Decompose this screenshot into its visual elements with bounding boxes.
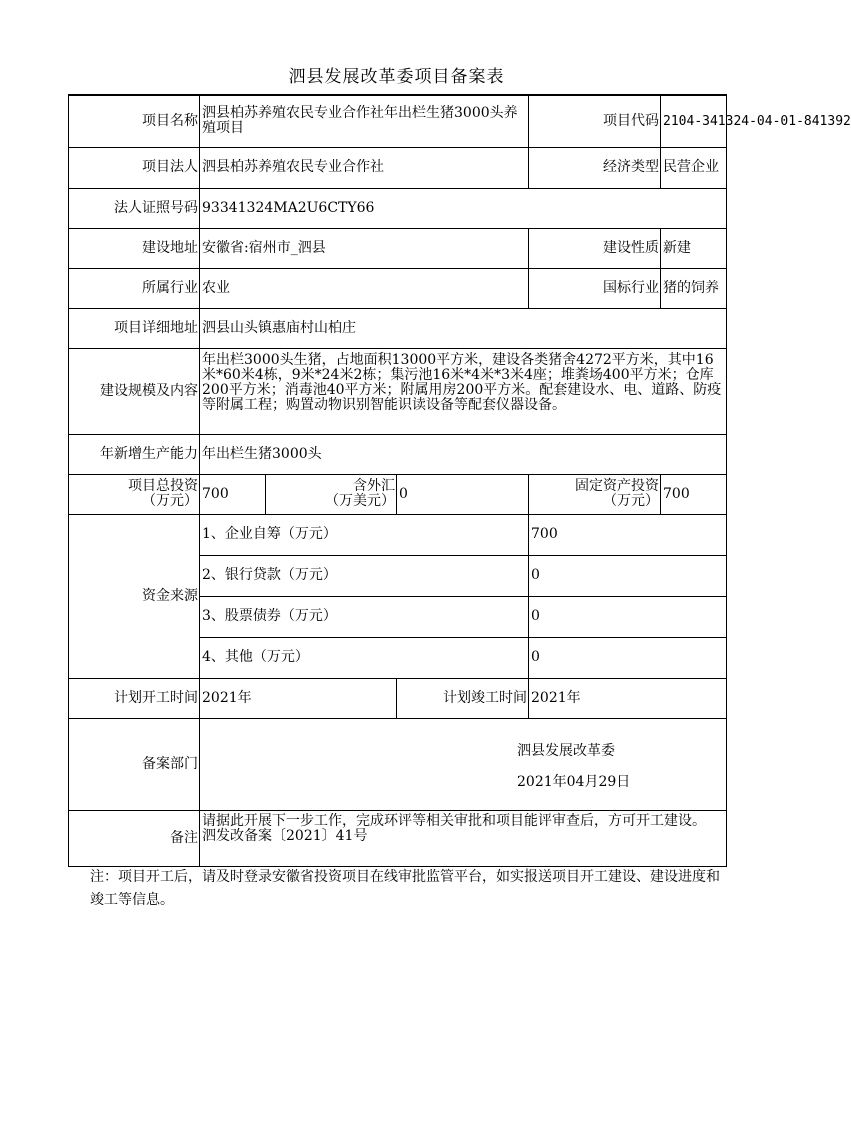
nature-label: 建设性质 — [529, 228, 661, 268]
row-legal-person — [69, 147, 727, 188]
project-code-value: 2104-341324-04-01-841392 — [661, 95, 727, 147]
national-industry-label: 国标行业 — [529, 268, 661, 308]
row-location — [69, 228, 727, 268]
economic-type-value: 民营企业 — [661, 147, 727, 188]
start-value: 2021年 — [200, 678, 397, 718]
industry-label: 所属行业 — [69, 268, 200, 308]
filing-table — [68, 94, 851, 867]
row-detail-address — [69, 308, 727, 348]
remark-value: 请据此开展下一步工作，完成环评等相关审批和项目能评审查后，方可开工建设。 泗发改备案〔2021〕41号 — [200, 810, 727, 866]
fixed-invest-label: 固定资产投资 （万元） — [529, 474, 661, 514]
remark-label: 备注 — [69, 810, 200, 866]
fixed-invest-value: 700 — [661, 474, 727, 514]
footnote: 注：项目开工后，请及时登录安徽省投资项目在线审批监管平台，如实报送项目开工建设、建设进度和竣工等信息。 — [90, 869, 720, 908]
legal-person-value: 泗县柏苏养殖农民专业合作社 — [200, 147, 529, 188]
row-project-name — [69, 95, 727, 147]
start-label: 计划开工时间 — [69, 678, 200, 718]
legal-person-label: 项目法人 — [69, 147, 200, 188]
row-dept — [69, 718, 727, 810]
dept-date: 2021年04月29日 — [517, 774, 631, 790]
row-schedule — [69, 678, 727, 718]
funding-item-label: 1、企业自筹（万元） — [200, 514, 529, 555]
row-remark — [69, 810, 727, 866]
project-name-value: 泗县柏苏养殖农民专业合作社年出栏生猪3000头养殖项目 — [200, 95, 529, 147]
location-label: 建设地址 — [69, 228, 200, 268]
funding-item-label: 3、股票债券（万元） — [200, 596, 529, 637]
detail-address-label: 项目详细地址 — [69, 308, 200, 348]
funding-item-value: 700 — [529, 514, 727, 555]
economic-type-label: 经济类型 — [529, 147, 661, 188]
funding-item-label: 4、其他（万元） — [200, 637, 529, 678]
capacity-label: 年新增生产能力 — [69, 434, 200, 474]
page-title: 泗县发展改革委项目备案表 — [288, 67, 505, 87]
funding-item-value: 0 — [529, 555, 727, 596]
industry-value: 农业 — [200, 268, 529, 308]
detail-address-value: 泗县山头镇惠庙村山柏庄 — [200, 308, 727, 348]
scale-label: 建设规模及内容 — [69, 348, 200, 434]
foreign-value: 0 — [397, 474, 529, 514]
dept-block — [200, 718, 727, 810]
project-code-label: 项目代码 — [529, 95, 661, 147]
finish-value: 2021年 — [529, 678, 727, 718]
national-industry-value: 猪的饲养 — [661, 268, 727, 308]
funding-item-value: 0 — [529, 596, 727, 637]
funding-item-value: 0 — [529, 637, 727, 678]
project-name-label: 项目名称 — [69, 95, 200, 147]
row-industry — [69, 268, 727, 308]
cert-no-label: 法人证照号码 — [69, 188, 200, 228]
funding-item-label: 2、银行贷款（万元） — [200, 555, 529, 596]
row-cert-no — [69, 188, 727, 228]
dept-name: 泗县发展改革委 — [517, 743, 615, 759]
row-scale — [69, 348, 727, 434]
foreign-label: 含外汇 （万美元） — [266, 474, 397, 514]
location-value: 安徽省:宿州市_泗县 — [200, 228, 529, 268]
nature-value: 新建 — [661, 228, 727, 268]
scale-value: 年出栏3000头生猪，占地面积13000平方米，建设各类猪舍4272平方米，其中16米*60米4栋，9米*24米2栋；集污池16米*4米*3米4座；堆粪场400平方米；仓库200平方米；消毒池40平方米；附属用房200平方米。配套建设水、电、道路、防疫等附属工程；购置动物识别智能识读设备等配套仪器设备。 — [200, 348, 727, 434]
finish-label: 计划竣工时间 — [397, 678, 529, 718]
total-invest-value: 700 — [200, 474, 266, 514]
funding-row — [69, 514, 727, 555]
row-investment — [69, 474, 727, 514]
cert-no-value: 93341324MA2U6CTY66 — [200, 188, 727, 228]
row-capacity — [69, 434, 727, 474]
capacity-value: 年出栏生猪3000头 — [200, 434, 727, 474]
dept-label: 备案部门 — [69, 718, 200, 810]
funding-label: 资金来源 — [69, 514, 200, 678]
total-invest-label: 项目总投资 （万元） — [69, 474, 200, 514]
